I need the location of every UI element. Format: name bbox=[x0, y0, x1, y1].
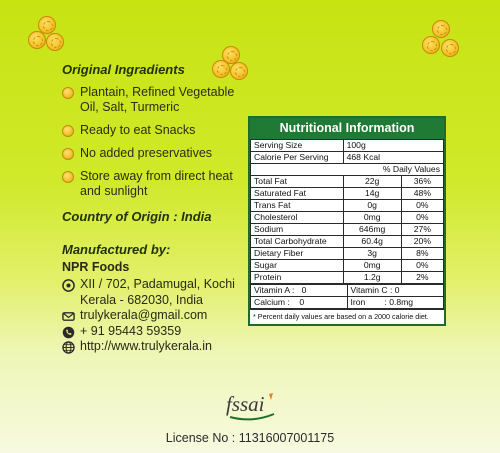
nutrient-name: Dietary Fiber bbox=[251, 248, 344, 260]
ingredient-text: Ready to eat Snacks bbox=[80, 123, 196, 137]
table-row bbox=[251, 200, 444, 212]
phone-text[interactable]: + 91 95443 59359 bbox=[80, 323, 182, 338]
nutrient-dv: 8% bbox=[401, 248, 443, 260]
chip-bullet-icon bbox=[62, 148, 74, 160]
nutrient-name: Protein bbox=[251, 272, 344, 284]
vitamins-table bbox=[250, 284, 444, 309]
calcium: Calcium : 0 bbox=[251, 297, 348, 309]
chip-icon bbox=[28, 31, 46, 49]
table-row bbox=[251, 260, 444, 272]
table-row bbox=[251, 152, 444, 164]
nutrient-name: Cholesterol bbox=[251, 212, 344, 224]
chip-icon bbox=[432, 20, 450, 38]
company-name: NPR Foods bbox=[62, 260, 130, 274]
nutrient-name: Sugar bbox=[251, 260, 344, 272]
nutrient-dv: 0% bbox=[401, 212, 443, 224]
nutrition-panel bbox=[248, 116, 446, 326]
nutrient-amount: 0mg bbox=[343, 212, 401, 224]
table-row bbox=[251, 285, 444, 297]
nutrient-amount: 60.4g bbox=[343, 236, 401, 248]
nutrient-amount: 1.2g bbox=[343, 272, 401, 284]
serving-size-value: 100g bbox=[343, 140, 443, 152]
contact-list bbox=[62, 277, 252, 355]
license-number: License No : 11316007001175 bbox=[165, 431, 335, 445]
iron: Iron : 0.8mg bbox=[347, 297, 444, 309]
nutrient-name: Total Fat bbox=[251, 176, 344, 188]
vitamin-c: Vitamin C : 0 bbox=[347, 285, 444, 297]
table-row bbox=[251, 297, 444, 309]
nutrition-table bbox=[250, 139, 444, 284]
product-info bbox=[62, 62, 252, 355]
chip-icon bbox=[441, 39, 459, 57]
table-row bbox=[251, 248, 444, 260]
fssai-text: fssai bbox=[226, 392, 265, 416]
ingredient-text: No added preservatives bbox=[80, 146, 213, 160]
nutrient-amount: 3g bbox=[343, 248, 401, 260]
country-of-origin: Country of Origin : India bbox=[62, 209, 212, 224]
nutrient-name: Total Carbohydrate bbox=[251, 236, 344, 248]
list-item bbox=[62, 123, 252, 138]
email[interactable] bbox=[62, 308, 252, 324]
table-row bbox=[251, 188, 444, 200]
nutrient-amount: 22g bbox=[343, 176, 401, 188]
address bbox=[62, 277, 252, 308]
nutrient-amount: 646mg bbox=[343, 224, 401, 236]
address-text: XII / 702, Padamugal, Kochi Kerala - 682030, India bbox=[80, 277, 235, 307]
manufacturer-heading: Manufactured by: bbox=[62, 242, 171, 257]
phone-icon bbox=[62, 326, 75, 339]
ingredients-list bbox=[62, 85, 252, 199]
list-item bbox=[62, 146, 252, 161]
ingredient-text: Plantain, Refined Vegetable Oil, Salt, Turmeric bbox=[80, 85, 235, 114]
nutrient-name: Saturated Fat bbox=[251, 188, 344, 200]
nutrient-dv: 27% bbox=[401, 224, 443, 236]
location-icon bbox=[62, 279, 75, 292]
calories-value: 468 Kcal bbox=[343, 152, 443, 164]
serving-size-label: Serving Size bbox=[251, 140, 344, 152]
chip-icon bbox=[46, 33, 64, 51]
globe-icon bbox=[62, 341, 75, 354]
nutrient-dv: 0% bbox=[401, 260, 443, 272]
table-row bbox=[251, 164, 444, 176]
email-text[interactable]: trulykerala@gmail.com bbox=[80, 308, 208, 322]
daily-values-header: % Daily Values bbox=[251, 164, 444, 176]
nutrient-name: Sodium bbox=[251, 224, 344, 236]
chip-icon bbox=[422, 36, 440, 54]
chips-cluster-top-right bbox=[420, 20, 470, 62]
list-item bbox=[62, 85, 252, 115]
vitamin-a: Vitamin A : 0 bbox=[251, 285, 348, 297]
chip-bullet-icon bbox=[62, 125, 74, 137]
nutrient-dv: 36% bbox=[401, 176, 443, 188]
table-row bbox=[251, 212, 444, 224]
calories-label: Calorie Per Serving bbox=[251, 152, 344, 164]
chip-bullet-icon bbox=[62, 87, 74, 99]
chip-bullet-icon bbox=[62, 171, 74, 183]
nutrient-name: Trans Fat bbox=[251, 200, 344, 212]
table-row bbox=[251, 236, 444, 248]
nutrition-footnote: * Percent daily values are based on a 2000 calorie diet. bbox=[250, 309, 444, 324]
list-item bbox=[62, 169, 252, 199]
chips-cluster-top-left bbox=[20, 16, 70, 56]
nutrient-dv: 0% bbox=[401, 200, 443, 212]
nutrition-title: Nutritional Information bbox=[250, 118, 444, 139]
table-row bbox=[251, 272, 444, 284]
nutrient-amount: 14g bbox=[343, 188, 401, 200]
phone[interactable] bbox=[62, 324, 252, 340]
ingredient-text: Store away from direct heat and sunlight bbox=[80, 169, 233, 198]
table-row bbox=[251, 140, 444, 152]
nutrient-dv: 2% bbox=[401, 272, 443, 284]
website[interactable] bbox=[62, 339, 252, 355]
nutrient-amount: 0g bbox=[343, 200, 401, 212]
fssai-logo bbox=[222, 390, 282, 422]
table-row bbox=[251, 176, 444, 188]
website-text[interactable]: http://www.trulykerala.in bbox=[80, 339, 212, 353]
nutrient-dv: 20% bbox=[401, 236, 443, 248]
nutrient-amount: 0mg bbox=[343, 260, 401, 272]
ingredients-heading: Original Ingradients bbox=[62, 62, 185, 77]
table-row bbox=[251, 224, 444, 236]
nutrient-dv: 48% bbox=[401, 188, 443, 200]
email-icon bbox=[62, 310, 75, 323]
